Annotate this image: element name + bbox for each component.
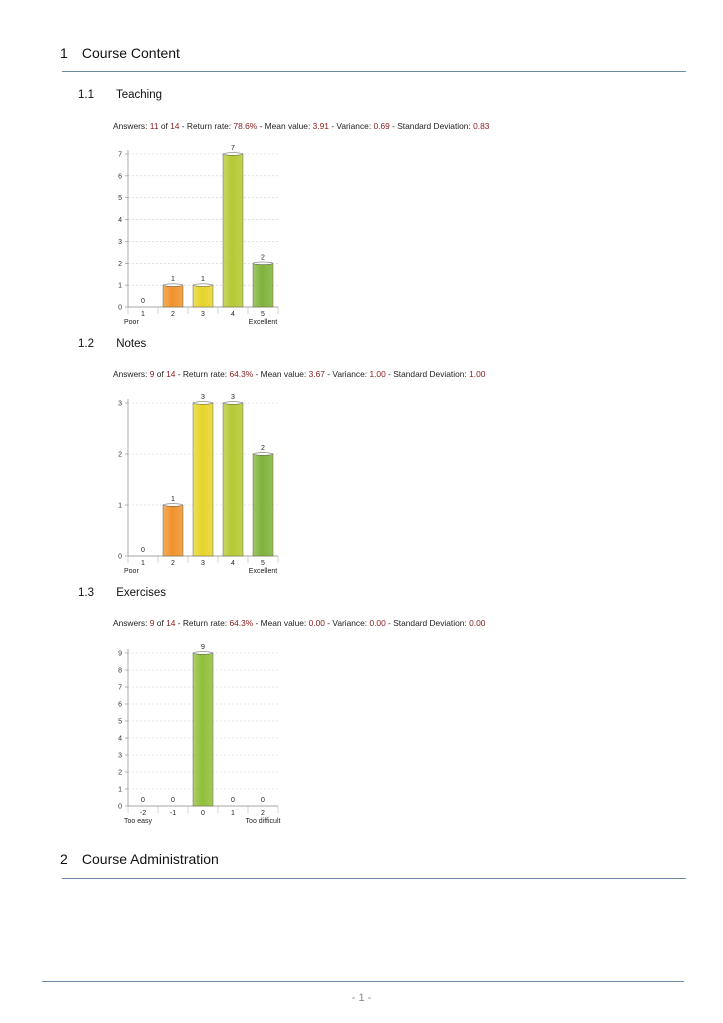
- exercises-bar-chart: [112, 643, 297, 828]
- y-tick-label: 8: [118, 667, 122, 675]
- x-tick-label: 1: [141, 311, 145, 318]
- data-label: 3: [231, 394, 235, 401]
- variance-label: - Variance:: [327, 618, 368, 628]
- section-divider: [62, 878, 686, 879]
- bar: [193, 285, 213, 307]
- stats-line: [113, 618, 485, 628]
- mean-label: - Mean value:: [259, 121, 311, 131]
- data-label: 0: [141, 547, 145, 554]
- answers-value: 9: [149, 369, 155, 379]
- of-label: of: [156, 618, 164, 628]
- data-label: 1: [171, 276, 175, 284]
- teaching-bar-chart: [112, 144, 297, 329]
- subsection-heading: [78, 587, 166, 599]
- return-rate-label: - Return rate:: [181, 121, 232, 131]
- bar-cap: [253, 262, 273, 265]
- subsection-title: Exercises: [116, 587, 167, 599]
- y-tick-label: 4: [118, 735, 122, 743]
- x-tick-label: 2: [171, 560, 175, 567]
- y-tick-label: 5: [118, 195, 122, 203]
- footer-divider: [42, 981, 684, 982]
- data-label: 9: [201, 644, 205, 651]
- answers-label: Answers:: [113, 618, 148, 628]
- y-tick-label: 2: [118, 451, 122, 459]
- data-label: 2: [261, 254, 265, 262]
- x-tick-label: 1: [141, 560, 145, 567]
- data-label: 0: [231, 797, 235, 804]
- subsection-heading: [78, 89, 162, 101]
- mean-value: 3.91: [312, 121, 329, 131]
- y-tick-label: 9: [118, 650, 122, 658]
- y-tick-label: 3: [118, 752, 122, 760]
- y-tick-label: 6: [118, 173, 122, 181]
- std-dev-value: 1.00: [469, 369, 486, 379]
- std-dev-value: 0.83: [473, 121, 490, 131]
- section-number: 1: [60, 45, 68, 61]
- y-tick-label: 0: [118, 553, 122, 561]
- x-tick-label: 1: [231, 810, 235, 817]
- bar-cap: [223, 153, 243, 156]
- data-label: 0: [261, 797, 265, 804]
- variance-value: 0.69: [373, 121, 390, 131]
- y-tick-label: 2: [118, 769, 122, 777]
- x-tick-label: 3: [201, 560, 205, 567]
- bar-cap: [163, 504, 183, 507]
- variance-label: - Variance:: [327, 369, 368, 379]
- return-rate-label: - Return rate:: [177, 369, 228, 379]
- return-rate-value: 64.3%: [229, 618, 254, 628]
- y-tick-label: 3: [118, 238, 122, 246]
- std-dev-value: 0.00: [469, 618, 486, 628]
- bar: [223, 154, 243, 307]
- std-dev-label: - Standard Deviation:: [388, 369, 467, 379]
- section-heading: [60, 45, 180, 61]
- x-tick-label: 0: [201, 810, 205, 817]
- notes-bar-chart: [112, 393, 297, 578]
- y-tick-label: 3: [118, 400, 122, 408]
- std-dev-label: - Standard Deviation:: [392, 121, 471, 131]
- bar: [193, 653, 213, 806]
- bar: [163, 285, 183, 307]
- data-label: 0: [141, 797, 145, 804]
- stats-line: [113, 121, 489, 131]
- y-tick-label: 0: [118, 803, 122, 811]
- bar-cap: [253, 453, 273, 456]
- data-label: 0: [171, 797, 175, 804]
- mean-label: - Mean value:: [255, 618, 307, 628]
- data-label: 0: [141, 298, 145, 305]
- subsection-title: Teaching: [116, 89, 163, 101]
- bar-cap: [193, 284, 213, 287]
- low-anchor-label: Poor: [124, 568, 139, 575]
- y-tick-label: 1: [118, 786, 122, 794]
- subsection-heading: [78, 338, 146, 350]
- bar-cap: [163, 284, 183, 287]
- variance-value: 1.00: [369, 369, 386, 379]
- variance-value: 0.00: [369, 618, 386, 628]
- y-tick-label: 1: [118, 282, 122, 290]
- high-anchor-label: Excellent: [248, 319, 278, 326]
- page-number: - 1 -: [351, 992, 372, 1004]
- bar: [253, 454, 273, 556]
- bar-cap: [193, 402, 213, 405]
- total-value: 14: [166, 618, 176, 628]
- x-tick-label: 5: [261, 311, 265, 318]
- low-anchor-label: Poor: [124, 319, 139, 326]
- answers-value: 9: [149, 618, 155, 628]
- subsection-number: 1.3: [78, 587, 94, 599]
- mean-value: 0.00: [308, 618, 325, 628]
- mean-label: - Mean value:: [255, 369, 307, 379]
- y-tick-label: 7: [118, 684, 122, 692]
- answers-value: 11: [149, 121, 159, 131]
- bar-cap: [223, 402, 243, 405]
- data-label: 1: [171, 496, 175, 503]
- y-tick-label: 2: [118, 260, 122, 268]
- y-tick-label: 1: [118, 502, 122, 510]
- of-label: of: [156, 369, 164, 379]
- bar: [193, 403, 213, 556]
- y-tick-label: 0: [118, 304, 122, 312]
- variance-label: - Variance:: [331, 121, 372, 131]
- subsection-number: 1.1: [78, 89, 94, 101]
- x-tick-label: 3: [201, 311, 205, 318]
- section-heading: [60, 851, 219, 867]
- low-anchor-label: Too easy: [124, 818, 153, 825]
- y-tick-label: 6: [118, 701, 122, 709]
- answers-label: Answers:: [113, 369, 148, 379]
- x-tick-label: 2: [261, 810, 265, 817]
- bar: [223, 403, 243, 556]
- return-rate-value: 78.6%: [233, 121, 258, 131]
- return-rate-value: 64.3%: [229, 369, 254, 379]
- subsection-title: Notes: [116, 338, 147, 350]
- return-rate-label: - Return rate:: [177, 618, 228, 628]
- x-tick-label: 4: [231, 560, 235, 567]
- section-title: Course Content: [81, 45, 180, 61]
- bar: [163, 505, 183, 556]
- x-tick-label: -1: [169, 810, 177, 817]
- x-tick-label: 5: [261, 560, 265, 567]
- subsection-number: 1.2: [78, 338, 94, 350]
- total-value: 14: [170, 121, 180, 131]
- high-anchor-label: Too difficult: [245, 818, 281, 825]
- y-tick-label: 7: [118, 151, 122, 159]
- x-tick-label: -2: [139, 810, 147, 817]
- y-tick-label: 4: [118, 217, 122, 225]
- section-title: Course Administration: [81, 851, 219, 867]
- data-label: 2: [261, 445, 265, 452]
- data-label: 1: [201, 276, 205, 284]
- section-divider: [62, 71, 686, 72]
- total-value: 14: [166, 369, 176, 379]
- std-dev-label: - Standard Deviation:: [388, 618, 467, 628]
- mean-value: 3.67: [308, 369, 325, 379]
- of-label: of: [160, 121, 168, 131]
- bar-cap: [193, 652, 213, 655]
- data-label: 7: [231, 145, 235, 152]
- x-tick-label: 2: [171, 311, 175, 318]
- y-tick-label: 5: [118, 718, 122, 726]
- data-label: 3: [201, 394, 205, 401]
- bar: [253, 263, 273, 307]
- x-tick-label: 4: [231, 311, 235, 318]
- stats-line: [113, 369, 485, 379]
- section-number: 2: [60, 851, 68, 867]
- answers-label: Answers:: [113, 121, 148, 131]
- high-anchor-label: Excellent: [248, 568, 278, 575]
